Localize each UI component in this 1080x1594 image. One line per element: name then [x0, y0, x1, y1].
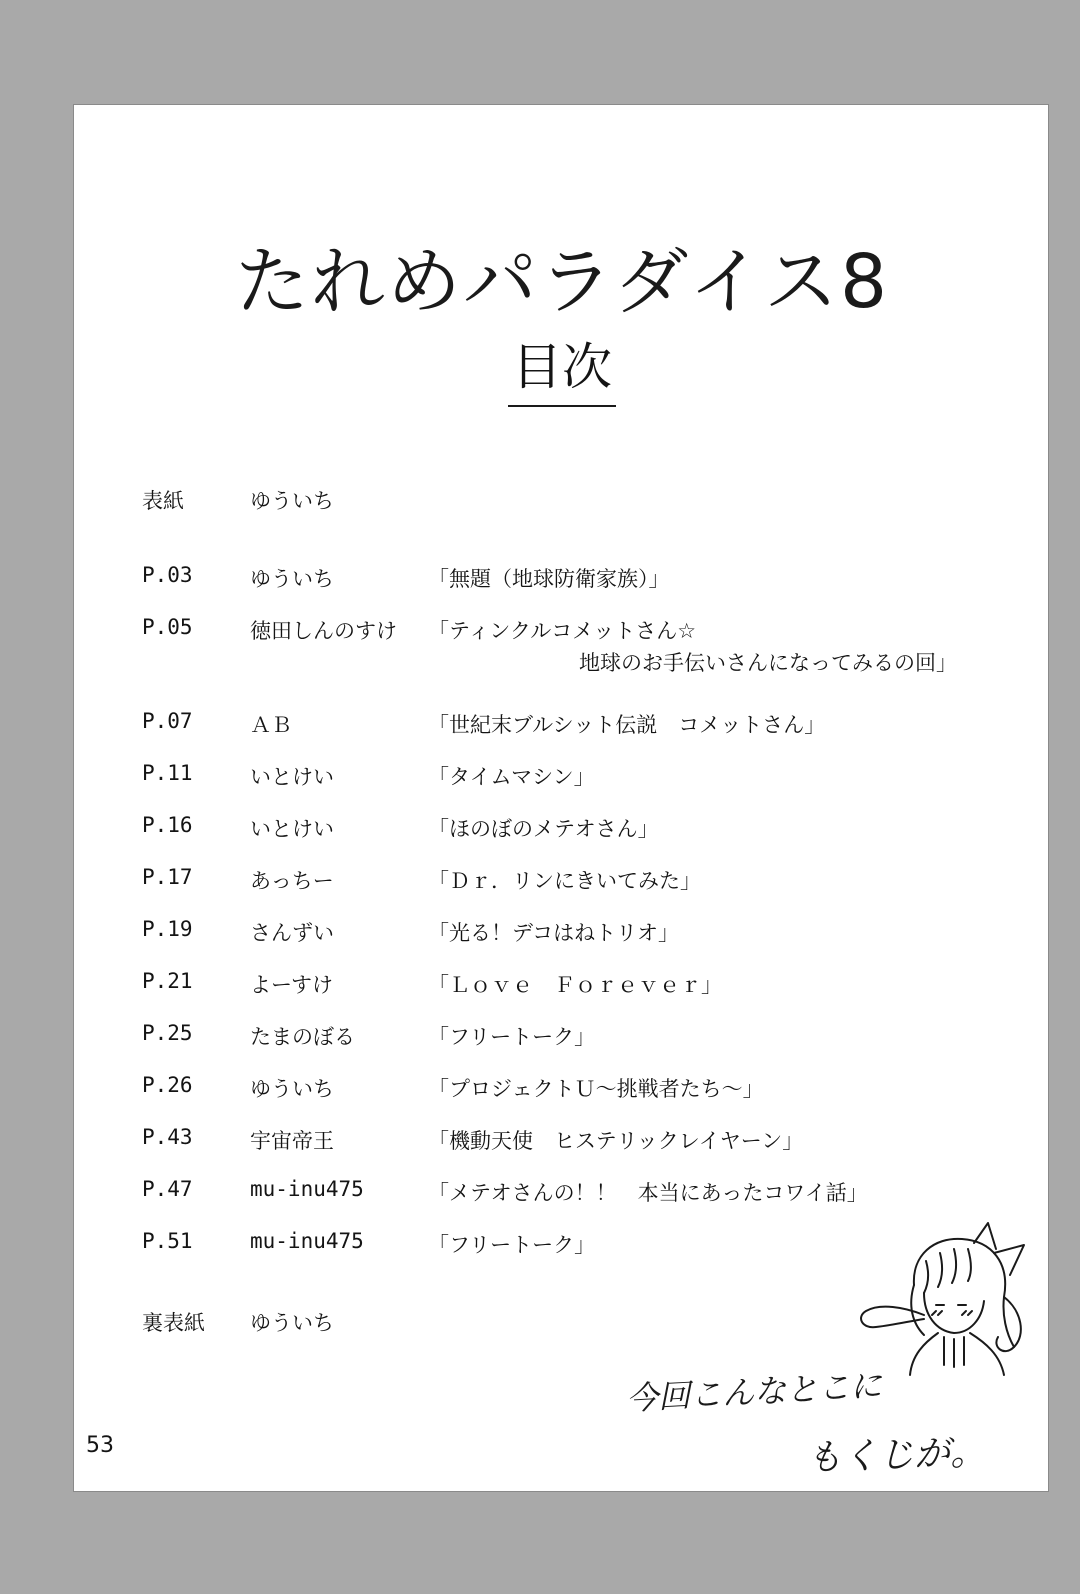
toc-title: 「ティンクルコメットさん☆	[428, 619, 697, 643]
toc-row	[74, 615, 1050, 685]
toc-title: 「ほのぼのメテオさん」	[428, 817, 659, 841]
toc-author: たまのぼる	[250, 1025, 355, 1049]
contents-heading	[74, 337, 1050, 407]
toc-author: ゆういち	[250, 567, 334, 591]
toc-title: 「タイムマシン」	[428, 765, 595, 789]
toc-page-label: P.19	[142, 917, 193, 941]
toc-row	[74, 865, 1050, 901]
toc-page-label: 表紙	[142, 489, 184, 513]
toc-title: 「無題（地球防衛家族）」	[428, 567, 670, 591]
toc-page-label: P.11	[142, 761, 193, 785]
toc-author: 徳田しんのすけ	[250, 619, 397, 643]
toc-title-continuation: 地球のお手伝いさんになってみるの回」	[579, 651, 957, 675]
toc-row	[74, 761, 1050, 797]
toc-author: ゆういち	[250, 489, 334, 513]
toc-author: ＡＢ	[250, 713, 292, 737]
toc-row	[74, 709, 1050, 745]
toc-row	[74, 485, 1050, 521]
toc-author: mu-inu475	[250, 1229, 364, 1253]
toc-title: 「Ｌｏｖｅ Ｆｏｒｅｖｅｒ」	[428, 973, 722, 997]
toc-row	[74, 563, 1050, 599]
handwritten-note-line2: もくじが。	[805, 1431, 987, 1480]
toc-title: 「メテオさんの！！ 本当にあったコワイ話」	[428, 1181, 868, 1205]
toc-row	[74, 1125, 1050, 1161]
toc-title: 「フリートーク」	[428, 1233, 596, 1257]
toc-row	[74, 1177, 1050, 1213]
toc-author: あっちー	[250, 869, 334, 893]
book-title: たれめパラダイス8	[234, 239, 890, 325]
toc-author: ゆういち	[250, 1077, 334, 1101]
toc-row	[74, 917, 1050, 953]
toc-row	[74, 1021, 1050, 1057]
toc-page-label: P.16	[142, 813, 193, 837]
toc-author: 宇宙帝王	[250, 1129, 334, 1153]
toc-author: よーすけ	[250, 973, 333, 997]
handwritten-note-line1: 今回こんなとこに	[625, 1366, 883, 1418]
toc-page-label: P.26	[142, 1073, 193, 1097]
toc-row	[74, 969, 1050, 1005]
page-number: 53	[86, 1433, 114, 1458]
document-page	[73, 104, 1049, 1492]
toc-row	[74, 813, 1050, 849]
toc-page-label: P.07	[142, 709, 193, 733]
toc-page-label: P.21	[142, 969, 193, 993]
toc-title: 「Ｄｒ．リンにきいてみた」	[428, 869, 701, 893]
toc-author: mu-inu475	[250, 1177, 364, 1201]
toc-title: 「プロジェクトＵ～挑戦者たち～」	[428, 1077, 764, 1101]
toc-author: さんずい	[250, 921, 334, 945]
toc-author: ゆういち	[250, 1311, 334, 1335]
toc-page-label: P.03	[142, 563, 193, 587]
toc-page-label: P.25	[142, 1021, 193, 1045]
toc-title: 「機動天使 ヒステリックレイヤーン」	[428, 1129, 804, 1153]
toc-page-label: P.47	[142, 1177, 193, 1201]
contents-heading-text: 目次	[508, 337, 616, 407]
toc-row	[74, 1073, 1050, 1109]
toc-page-label: P.17	[142, 865, 193, 889]
toc-title: 「世紀末ブルシット伝説 コメットさん」	[428, 713, 826, 737]
toc-author: いとけい	[250, 817, 334, 841]
toc-author: いとけい	[250, 765, 334, 789]
toc-page-label: P.05	[142, 615, 193, 639]
toc-title: 「フリートーク」	[428, 1025, 596, 1049]
toc-page-label: 裏表紙	[142, 1311, 205, 1335]
toc-page-label: P.51	[142, 1229, 193, 1253]
toc-page-label: P.43	[142, 1125, 193, 1149]
toc-title: 「光る！デコはねトリオ」	[428, 921, 679, 945]
